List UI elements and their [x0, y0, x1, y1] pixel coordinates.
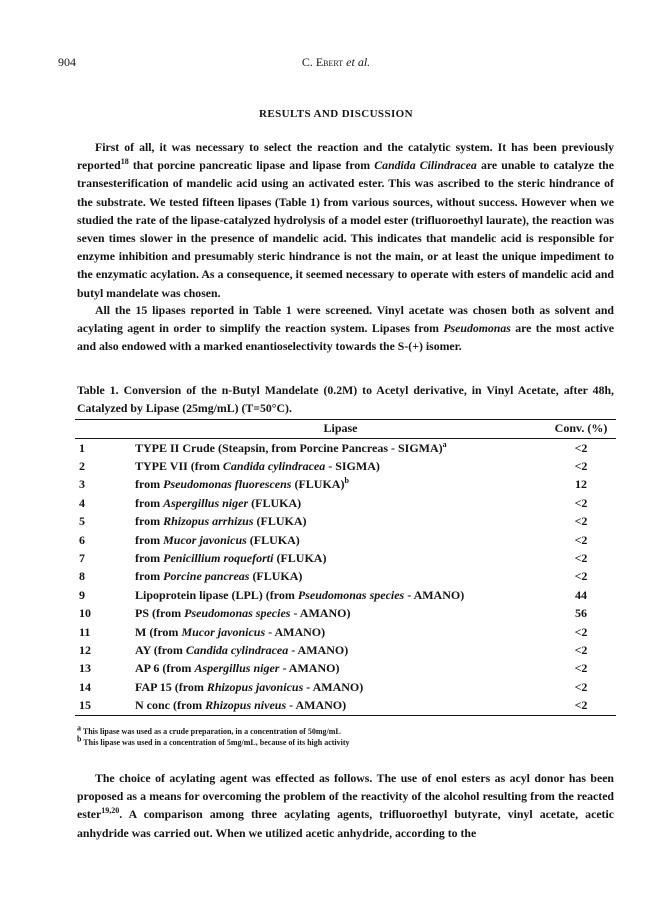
conversion-value: <2: [574, 679, 588, 694]
lipase-text: from: [135, 495, 164, 510]
lipase-name: [125, 476, 546, 494]
row-number: 5: [79, 514, 85, 529]
conversion-value: <2: [574, 440, 588, 455]
row-number: 6: [79, 532, 85, 547]
lipase-text: AP 6 (from: [135, 661, 195, 676]
table-row: [75, 513, 616, 531]
paragraph-3: [77, 769, 614, 842]
footnote-text: This lipase was used as a crude preparation, in a concentration of 50mg/mL: [81, 727, 341, 736]
table-row: [75, 457, 616, 475]
species-name: Rhizopus javonicus: [206, 679, 304, 694]
conversion-value: <2: [574, 459, 588, 474]
conversion-value: 44: [575, 587, 587, 602]
lipase-text: - AMANO): [303, 679, 364, 694]
paragraph-1-text: are unable to catalyze the transesterification of mandelic acid using an activated ester. This was ascribed to the steric hindrance of the substrate. We tested fifteen lipases (Table 1) from various sources, without success. However when we studied the rate of the lipase-catalyzed hydrolysis of a model ester (trifluoroethyl laurate), the reaction was seven times slower in the presence of mandelic acid. This indicates that mandelic acid is responsible for enzyme inhibition and presumably steric hindrance is not the main, or at least the unique impediment to the enzymatic acylation. As a consequence, it seemed necessary to operate with esters of mandelic acid and butyl mandelate was chosen.: [77, 158, 614, 300]
paragraph-2-text: are the most active and also endowed with a marked enantioselectivity towards the S-(+) isomer.: [77, 321, 614, 354]
row-number: 10: [79, 606, 91, 621]
lipase-name: [125, 439, 546, 458]
table-caption: Table 1. Conversion of the n-Butyl Mandelate (0.2M) to Acetyl derivative, in Vinyl Acetate, after 48h, Catalyzed by Lipase (25mg/mL) (T=50°C).: [77, 383, 614, 416]
lipase-name: [125, 494, 546, 512]
header-lipase: Lipase: [125, 420, 546, 439]
table-header-row: [75, 420, 616, 439]
lipase-name: [125, 549, 546, 567]
table-row: [75, 623, 616, 641]
lipase-text: - AMANO): [279, 661, 340, 676]
row-number: 1: [79, 440, 85, 455]
lipase-name: [125, 568, 546, 586]
lipase-name: [125, 641, 546, 659]
conversion-value: <2: [574, 532, 588, 547]
lipase-text: Lipoprotein lipase (LPL) (from: [135, 587, 298, 602]
table-row: [75, 531, 616, 549]
row-number: 13: [79, 661, 91, 676]
paragraph-1-text: First of all, it was necessary to select the reaction and the catalytic system. It has been previously reported: [77, 140, 614, 173]
lipase-text: from: [135, 514, 164, 529]
lipase-text: - SIGMA): [325, 459, 380, 474]
footnote-mark: a: [77, 723, 81, 733]
species-name: Pseudomonas species: [297, 587, 405, 602]
lipase-text: AY (from: [135, 642, 186, 657]
lipase-name: [125, 531, 546, 549]
lipase-name: [125, 678, 546, 696]
row-number: 4: [79, 495, 85, 510]
conversion-value: <2: [574, 624, 588, 639]
lipase-text: PS (from: [135, 606, 185, 621]
species-name: Aspergillus niger: [194, 661, 280, 676]
lipase-text: FAP 15 (from: [135, 679, 207, 694]
row-number: 2: [79, 459, 85, 474]
footnote-a: [77, 723, 614, 737]
footnote-b: [77, 734, 614, 748]
table-row: [75, 494, 616, 512]
species-name: Rhizopus niveus: [205, 698, 287, 713]
header-number: [75, 420, 125, 439]
conversion-value: 12: [575, 477, 587, 492]
paragraph-2: [77, 301, 614, 356]
paragraph-1: [77, 138, 614, 302]
table-body: [75, 439, 616, 716]
table-row: [75, 549, 616, 567]
lipase-text: (FLUKA): [253, 514, 307, 529]
running-head-etal: et al.: [346, 55, 371, 69]
conversion-value: <2: [574, 569, 588, 584]
lipase-name: [125, 660, 546, 678]
row-number: 14: [79, 679, 91, 694]
lipase-text: from: [135, 477, 164, 492]
lipase-name: [125, 513, 546, 531]
species-name: Pseudomonas species: [184, 606, 291, 621]
lipase-text: (FLUKA): [273, 551, 327, 566]
paragraph-2-text: All the 15 lipases reported in Table 1 were screened. Vinyl acetate was chosen both as solvent and acylating agent in order to simplify the reaction system. Lipases from: [77, 303, 614, 336]
conversion-value: <2: [574, 551, 588, 566]
footnote-mark: b: [77, 734, 82, 744]
lipase-text: N conc (from: [135, 698, 206, 713]
table-row: [75, 641, 616, 659]
table-footnotes: [77, 723, 614, 748]
row-number: 7: [79, 551, 85, 566]
row-number: 3: [79, 477, 85, 492]
species-name: Pseudomonas fluorescens: [163, 477, 292, 492]
footnote-text: This lipase was used in a concentration of 5mg/mL, because of its high activity: [81, 738, 350, 747]
paragraph-3-text: . A comparison among three acylating agents, trifluoroethyl butyrate, vinyl acetate, acetic anhydride was carried out. When we utilized acetic anhydride, according to the: [77, 807, 614, 840]
footnote-mark: b: [344, 476, 349, 486]
lipase-name: [125, 623, 546, 641]
species-name: Rhizopus arrhizus: [163, 514, 254, 529]
table-row: [75, 476, 616, 494]
lipase-text: from: [135, 532, 164, 547]
lipase-name: [125, 605, 546, 623]
table-row: [75, 568, 616, 586]
table-row: [75, 439, 616, 458]
row-number: 11: [79, 624, 91, 639]
lipase-text: - AMANO): [286, 698, 347, 713]
lipase-name: [125, 586, 546, 604]
conversion-value: <2: [574, 642, 588, 657]
paragraph-3-text: The choice of acylating agent was effected as follows. The use of enol esters as acyl donor has been proposed as a means for overcoming the problem of the reactivity of the alcohol resulting from the reacted ester: [77, 771, 614, 822]
section-heading: RESULTS AND DISCUSSION: [259, 108, 413, 120]
running-head-author: C. Ebert: [301, 55, 344, 69]
lipase-text: TYPE II Crude (Steapsin, from Porcine Pancreas - SIGMA): [135, 440, 443, 455]
species-name: Mucor javonicus: [181, 624, 266, 639]
lipase-text: (FLUKA): [248, 495, 302, 510]
table-row: [75, 605, 616, 623]
lipase-text: M (from: [135, 624, 182, 639]
footnote-mark: a: [442, 439, 447, 449]
species-name: Porcine pancreas: [163, 569, 250, 584]
species-name: Pseudomonas: [443, 321, 511, 336]
conversion-value: <2: [546, 696, 616, 715]
table-row: [75, 586, 616, 604]
species-name: Penicillium roqueforti: [163, 551, 274, 566]
lipase-text: (FLUKA): [291, 477, 345, 492]
species-name: Candida Cilindracea: [374, 158, 477, 173]
lipase-table: [75, 419, 616, 716]
conversion-value: <2: [574, 661, 588, 676]
species-name: Mucor javonicus: [163, 532, 247, 547]
page-number: 904: [58, 55, 76, 69]
conversion-value: <2: [574, 495, 588, 510]
citation-ref: 19,20: [101, 806, 120, 816]
lipase-text: - AMANO): [265, 624, 326, 639]
row-number: 15: [75, 696, 125, 715]
lipase-text: TYPE VII (from: [135, 459, 223, 474]
conversion-value: 56: [575, 606, 587, 621]
lipase-name: [125, 696, 546, 715]
lipase-text: - AMANO): [290, 606, 351, 621]
lipase-name: [125, 457, 546, 475]
lipase-text: - AMANO): [404, 587, 465, 602]
lipase-text: from: [135, 569, 164, 584]
table-row: [75, 660, 616, 678]
species-name: Candida cylindracea: [185, 642, 289, 657]
lipase-text: - AMANO): [288, 642, 349, 657]
lipase-text: (FLUKA): [246, 532, 300, 547]
row-number: 12: [79, 642, 91, 657]
citation-ref: 18: [120, 157, 129, 167]
table-row: [75, 678, 616, 696]
species-name: Candida cylindracea: [222, 459, 326, 474]
paragraph-1-text: that porcine pancreatic lipase and lipase from: [128, 158, 375, 173]
species-name: Aspergillus niger: [163, 495, 249, 510]
lipase-text: (FLUKA): [249, 569, 303, 584]
row-number: 8: [79, 569, 85, 584]
table-row: [75, 696, 616, 715]
conversion-value: <2: [574, 514, 588, 529]
running-head: [0, 55, 672, 70]
lipase-text: from: [135, 551, 164, 566]
row-number: 9: [79, 587, 85, 602]
header-conversion: Conv. (%): [546, 420, 616, 439]
